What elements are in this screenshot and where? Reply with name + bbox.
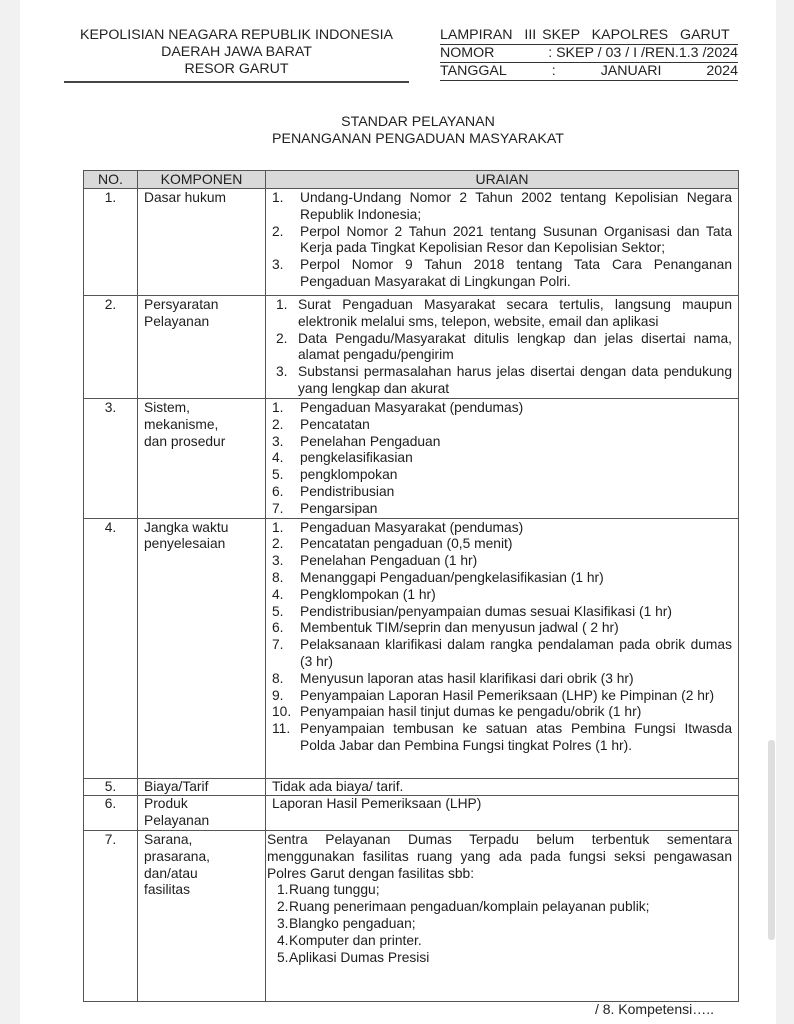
list-item: 2. Pencatatan pengaduan (0,5 menit)	[272, 536, 513, 552]
row-description: Laporan Hasil Pemeriksaan (LHP)	[266, 796, 739, 831]
header-komponen: KOMPONEN	[138, 171, 266, 189]
title-line-2: PENANGANAN PENGADUAN MASYARAKAT	[272, 131, 564, 147]
list-item: 2. Pencatatan	[272, 416, 370, 432]
list-item: 1. Pengaduan Masyarakat (pendumas)	[272, 400, 524, 415]
list-item: 3. Penelahan Pengaduan (1 hr)	[272, 553, 478, 569]
list-item: 7. Pelaksanaan klarifikasi dalam rangka pendalaman pada obrik dumas (3 hr)	[272, 637, 732, 669]
table-row	[84, 796, 739, 831]
letterhead-divider	[64, 81, 409, 83]
list-item: 3. Penelahan Pengaduan	[272, 433, 441, 449]
row-component: Jangka waktu penyelesaian	[138, 518, 266, 778]
list-item: 11. Penyampaian tembusan ke satuan atas Pembina Fungsi Itwasda Polda Jabar dan Pembina Fungsi tingkat Polres (1 hr).	[272, 721, 732, 753]
document-title	[83, 114, 753, 148]
list-item: 4. pengkelasifikasian	[272, 450, 413, 466]
list-item: 8. Menanggapi Pengaduan/pengkelasifikasian (1 hr)	[272, 569, 604, 585]
tanggal-line	[440, 63, 738, 81]
service-standard-table	[83, 170, 739, 1002]
row-component: Persyaratan Pelayanan	[138, 296, 266, 399]
list-item: 1. Ruang tunggu;	[277, 882, 380, 898]
institution-line-3: RESOR GARUT	[184, 61, 289, 77]
list-item: 10. Penyampaian hasil tinjut dumas ke pengadu/obrik (1 hr)	[272, 704, 642, 720]
row-component: Biaya/Tarif	[138, 778, 266, 796]
page-continuation-note: / 8. Kompetensi…..	[594, 1001, 714, 1017]
list-item: 3. Substansi permasalahan harus jelas disertai dengan data pendukung yang lengkap dan akurat	[276, 364, 732, 396]
row-description	[266, 296, 739, 399]
list-item: 2. Ruang penerimaan pengaduan/komplain pelayanan publik;	[277, 899, 650, 915]
letterhead-institution	[64, 27, 409, 83]
nomor-value: : SKEP / 03 / I /REN.1.3 /2024	[548, 45, 738, 61]
table-row	[84, 189, 739, 296]
institution-line-1: KEPOLISIAN NEAGARA REPUBLIK INDONESIA	[79, 27, 393, 43]
row-number: 1.	[84, 189, 138, 296]
list-item: 3. Blangko pengaduan;	[277, 915, 416, 931]
lampiran-line	[440, 27, 738, 45]
list-item: 1. Undang-Undang Nomor 2 Tahun 2002 tentang Kepolisian Negara Republik Indonesia;	[272, 190, 732, 222]
list-item: 3. Perpol Nomor 9 Tahun 2018 tentang Tata Cara Penanganan Pengaduan Masyarakat di Lingkungan Polri.	[272, 257, 732, 289]
list-item: 4. Pengklompokan (1 hr)	[272, 586, 436, 602]
vertical-scrollbar[interactable]	[768, 740, 775, 940]
row-description	[266, 399, 739, 519]
row-number: 7.	[84, 830, 138, 1001]
list-item: 5. Pendistribusian/penyampaian dumas sesuai Klasifikasi (1 hr)	[272, 603, 672, 619]
list-item: 6. Pendistribusian	[272, 483, 395, 499]
list-item: 5. pengklompokan	[272, 467, 398, 483]
table-row	[84, 830, 739, 1001]
list-item: 2. Perpol Nomor 2 Tahun 2021 tentang Susunan Organisasi dan Tata Kerja pada Tingkat Kepolisian Resor dan Kepolisian Sektor;	[272, 223, 732, 256]
header-uraian: URAIAN	[266, 171, 739, 189]
row-number: 3.	[84, 399, 138, 519]
row-component: Sarana, prasarana, dan/atau fasilitas	[138, 830, 266, 1001]
list-item: 9. Penyampaian Laporan Hasil Pemeriksaan (LHP) ke Pimpinan (2 hr)	[272, 687, 715, 703]
row-number: 6.	[84, 796, 138, 831]
list-item: 5. Aplikasi Dumas Presisi	[277, 949, 430, 965]
table-row	[84, 778, 739, 796]
list-item: 1. Surat Pengaduan Masyarakat secara tertulis, langsung maupun elektronik melalui sms, telepon, website, email dan aplikasi	[276, 297, 732, 329]
list-item: 6. Membentuk TIM/seprin dan menyusun jadwal ( 2 hr)	[272, 620, 619, 636]
nomor-label: NOMOR	[440, 45, 495, 61]
row-component: Dasar hukum	[138, 189, 266, 296]
row-component: Sistem, mekanisme, dan prosedur	[138, 399, 266, 519]
tanggal-colon: :	[551, 63, 556, 79]
row-number: 5.	[84, 778, 138, 796]
table-row	[84, 399, 739, 519]
facility-intro: Sentra Pelayanan Dumas Terpadu belum terbentuk sementara menggunakan fasilitas ruang yang ada pada fungsi seksi pengawasan Polres Garut dengan fasilitas sbb:	[267, 831, 732, 881]
row-description	[266, 518, 739, 778]
lampiran-text: LAMPIRAN III SKEP KAPOLRES GARUT	[440, 27, 730, 43]
nomor-line	[440, 45, 738, 63]
tanggal-month: JANUARI	[600, 63, 662, 79]
document-page	[20, 0, 776, 1024]
list-item: 4. Komputer dan printer.	[277, 932, 422, 948]
tanggal-label: TANGGAL	[440, 63, 507, 79]
row-description: Tidak ada biaya/ tarif.	[266, 778, 739, 796]
title-line-1: STANDAR PELAYANAN	[341, 114, 495, 130]
row-component: Produk Pelayanan	[138, 796, 266, 831]
header-no: NO.	[84, 171, 138, 189]
row-number: 4.	[84, 518, 138, 778]
tanggal-year: 2024	[706, 63, 738, 79]
row-description	[266, 189, 739, 296]
table-row	[84, 296, 739, 399]
list-item: 1. Pengaduan Masyarakat (pendumas)	[272, 519, 524, 535]
row-number: 2.	[84, 296, 138, 399]
list-item: 7. Pengarsipan	[272, 500, 378, 516]
letterhead-reference	[440, 27, 738, 81]
list-item: 2. Data Pengadu/Masyarakat ditulis lengkap dan jelas disertai nama, alamat pengadu/pengirim	[276, 330, 732, 363]
table-row	[84, 518, 739, 778]
table-header-row	[84, 171, 739, 189]
institution-line-2: DAERAH JAWA BARAT	[161, 44, 312, 60]
list-item: 8. Menyusun laporan atas hasil klarifikasi dari obrik (3 hr)	[272, 670, 634, 686]
row-description	[266, 830, 739, 1001]
